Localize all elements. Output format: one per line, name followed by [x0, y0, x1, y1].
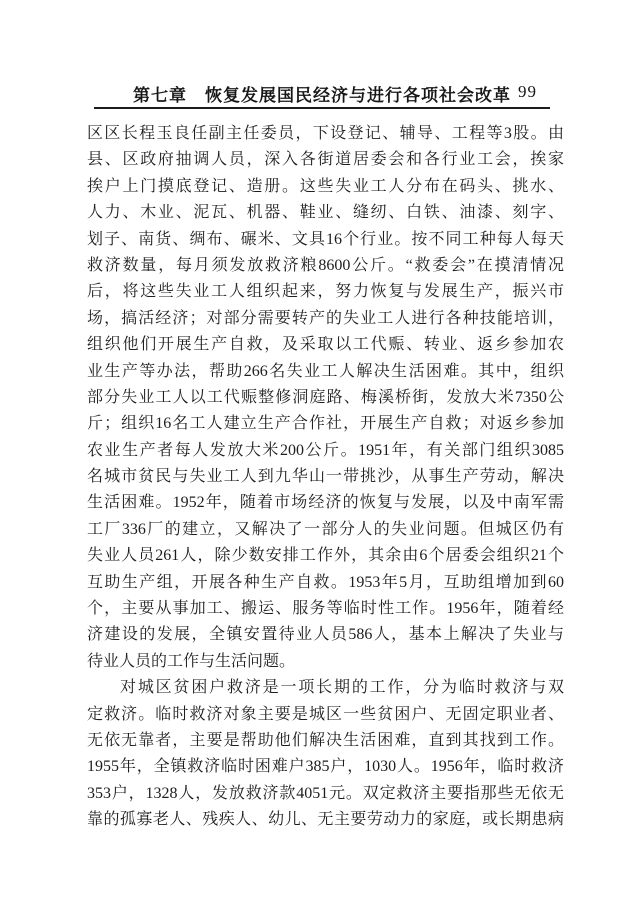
text-line: 场，搞活经济；对部分需要转产的失业工人进行各种技能培训， [87, 309, 564, 327]
text-line: 组织他们开展生产自救，及采取以工代赈、转业、返乡参加农 [87, 336, 564, 354]
text-line: 对城区贫困户救济是一项长期的工作，分为临时救济与双 [120, 679, 564, 697]
text-line: 工厂336厂的建立，又解决了一部分人的失业问题。但城区仍有 [87, 520, 564, 538]
text-line: 划子、南货、绸布、碾米、文具16个行业。按不同工种每人每天 [87, 230, 564, 248]
text-line: 区区长程玉良任副主任委员，下设登记、辅导、工程等3股。由 [87, 125, 564, 142]
text-line: 定救济。临时救济对象主要是城区一些贫困户、无固定职业者、 [87, 705, 564, 723]
text-line: 业生产等办法，帮助266名失业工人解决生活困难。其中，组织 [87, 362, 564, 380]
page-number: 99 [518, 82, 537, 101]
chapter-running-head: 第七章 恢复发展国民经济与进行各项社会改革 [133, 86, 511, 105]
text-line: 名城市贫民与失业工人到九华山一带挑沙，从事生产劳动，解决 [87, 468, 564, 486]
text-line: 无依无靠者，主要是帮助他们解决生活困难，直到其找到工作。 [87, 731, 564, 749]
text-line: 后，将这些失业工人组织起来，努力恢复与发展生产，振兴市 [87, 283, 564, 301]
text-line: 挨户上门摸底登记、造册。这些失业工人分布在码头、挑水、 [87, 177, 564, 195]
text-line: 人力、木业、泥瓦、机器、鞋业、缝纫、白铁、油漆、刻字、 [87, 204, 564, 222]
text-line: 互助生产组，开展各种生产自救。1953年5月，互助组增加到60 [87, 573, 564, 591]
text-line: 353户，1328人，发放救济款4051元。双定救济主要指那些无依无 [87, 784, 564, 802]
text-line: 农业生产者每人发放大米200公斤。1951年，有关部门组织3085 [87, 441, 564, 459]
text-line: 斤；组织16名工人建立生产合作社，开展生产自救；对返乡参加 [87, 415, 564, 433]
text-line: 县、区政府抽调人员，深入各街道居委会和各行业工会，挨家 [87, 151, 564, 169]
header-rule [94, 107, 550, 109]
text-line: 失业人员261人，除少数安排工作外，其余由6个居委会组织21个 [87, 547, 564, 565]
text-line: 待业人员的工作与生活问题。 [87, 652, 296, 670]
text-line: 个，主要从事加工、搬运、服务等临时性工作。1956年，随着经 [87, 600, 564, 618]
text-line: 1955年，全镇救济临时困难户385户，1030人。1956年，临时救济 [87, 758, 564, 776]
text-line: 济建设的发展，全镇安置待业人员586人，基本上解决了失业与 [87, 626, 564, 644]
body-text [87, 121, 564, 834]
text-line: 救济数量，每月须发放救济粮8600公斤。“救委会”在摸清情况 [87, 256, 564, 274]
text-line: 部分失业工人以工代赈整修洞庭路、梅溪桥街，发放大米7350公 [87, 388, 564, 406]
text-line: 靠的孤寡老人、残疾人、幼儿、无主要劳动力的家庭，或长期患病 [87, 811, 564, 829]
text-line: 生活困难。1952年，随着市场经济的恢复与发展，以及中南军需 [87, 494, 564, 512]
